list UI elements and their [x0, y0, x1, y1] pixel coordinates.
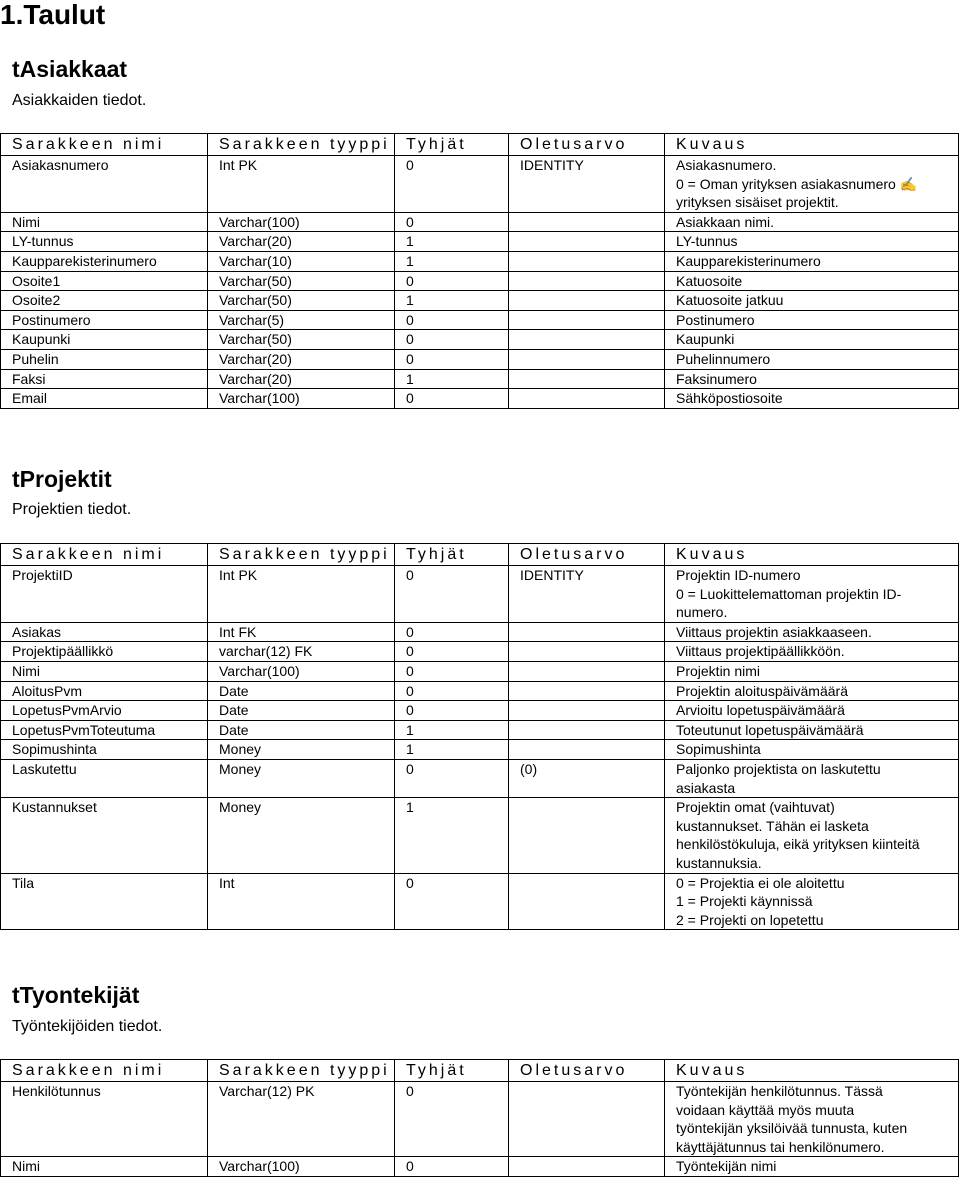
description-line: 0 = Projektia ei ole aloitettu — [676, 874, 845, 891]
cell-default — [509, 701, 665, 721]
cell-column-name: Osoite2 — [1, 291, 208, 311]
cell-default — [509, 369, 665, 389]
cell-column-type: Int PK — [208, 156, 395, 213]
cell-column-type: Money — [208, 759, 395, 797]
cell-nullable: 0 — [395, 701, 509, 721]
cell-column-type: Varchar(50) — [208, 291, 395, 311]
cell-default — [509, 251, 665, 271]
cell-column-name: Email — [1, 389, 208, 409]
description-line: asiakasta — [676, 779, 736, 796]
cell-nullable: 0 — [395, 330, 509, 350]
description-line: 0 = Oman yrityksen asiakasnumero ✍ — [676, 175, 918, 192]
cell-column-type: Date — [208, 681, 395, 701]
cell-column-name: ProjektiID — [1, 566, 208, 623]
description-line: Postinumero — [676, 311, 755, 328]
section-title-tasiakkaat: tAsiakkaat — [12, 56, 128, 82]
cell-description — [665, 291, 959, 311]
cell-column-name: Postinumero — [1, 310, 208, 330]
cell-nullable: 1 — [395, 251, 509, 271]
cell-default — [509, 798, 665, 873]
cell-column-name: AloitusPvm — [1, 681, 208, 701]
cell-description — [665, 701, 959, 721]
cell-column-name: Nimi — [1, 212, 208, 232]
cell-column-name: Kustannukset — [1, 798, 208, 873]
cell-default — [509, 622, 665, 642]
cell-nullable: 0 — [395, 681, 509, 701]
cell-column-name: Laskutettu — [1, 759, 208, 797]
description-line: kustannuksia. — [676, 854, 762, 871]
cell-default: IDENTITY — [509, 566, 665, 623]
section-title-tprojektit: tProjektit — [12, 466, 112, 492]
cell-default — [509, 740, 665, 760]
cell-nullable: 0 — [395, 873, 509, 930]
cell-column-name: Faksi — [1, 369, 208, 389]
cell-nullable: 1 — [395, 720, 509, 740]
section-description-tasiakkaat: Asiakkaiden tiedot. — [12, 92, 147, 109]
cell-nullable: 0 — [395, 759, 509, 797]
cell-description — [665, 271, 959, 291]
cell-column-type: Varchar(50) — [208, 271, 395, 291]
cell-column-name: Projektipäällikkö — [1, 642, 208, 662]
cell-description — [665, 759, 959, 797]
cell-default — [509, 271, 665, 291]
section-description-tprojektit: Projektien tiedot. — [12, 501, 132, 518]
description-line: voidaan käyttää myös muuta — [676, 1101, 855, 1118]
header-description: Kuvaus — [665, 544, 959, 566]
cell-column-name: LY-tunnus — [1, 232, 208, 252]
table-row — [1, 1082, 959, 1157]
section-title-ttyontekijat: tTyontekijät — [12, 982, 140, 1008]
cell-column-type: Date — [208, 701, 395, 721]
cell-nullable: 1 — [395, 232, 509, 252]
header-column-type: Sarakkeen tyyppi — [208, 544, 395, 566]
cell-default — [509, 291, 665, 311]
cell-column-name: Puhelin — [1, 349, 208, 369]
cell-nullable: 1 — [395, 740, 509, 760]
cell-column-type: Varchar(12) PK — [208, 1082, 395, 1157]
cell-column-type: Int FK — [208, 622, 395, 642]
table-row — [1, 798, 959, 873]
table-row — [1, 212, 959, 232]
cell-column-name: Kaupparekisterinumero — [1, 251, 208, 271]
cell-default — [509, 642, 665, 662]
cell-nullable: 0 — [395, 642, 509, 662]
section-description-ttyontekijat: Työntekijöiden tiedot. — [12, 1018, 163, 1035]
cell-column-type: Int — [208, 873, 395, 930]
description-line: Asiakkaan nimi. — [676, 213, 775, 230]
cell-nullable: 0 — [395, 661, 509, 681]
cell-default — [509, 310, 665, 330]
cell-default — [509, 661, 665, 681]
cell-default — [509, 389, 665, 409]
table-row — [1, 251, 959, 271]
header-default: Oletusarvo — [509, 1060, 665, 1082]
description-line: Asiakasnumero. — [676, 157, 777, 173]
cell-nullable: 1 — [395, 798, 509, 873]
document-title: 1.Taulut — [0, 0, 106, 30]
table-row — [1, 291, 959, 311]
cell-description — [665, 622, 959, 642]
description-line: Faksinumero — [676, 370, 757, 387]
table-row — [1, 330, 959, 350]
cell-description — [665, 1082, 959, 1157]
cell-description — [665, 251, 959, 271]
cell-description — [665, 349, 959, 369]
description-line: 0 = Luokittelemattoman projektin ID- — [676, 585, 902, 602]
description-line: kustannukset. Tähän ei lasketa — [676, 817, 869, 834]
header-description: Kuvaus — [665, 134, 959, 156]
table-row — [1, 271, 959, 291]
cell-description — [665, 330, 959, 350]
cell-column-type: Varchar(20) — [208, 369, 395, 389]
cell-nullable: 0 — [395, 1082, 509, 1157]
table-header-row — [1, 1060, 959, 1082]
description-line: Viittaus projektipäällikköön. — [676, 643, 845, 660]
cell-nullable: 1 — [395, 369, 509, 389]
cell-description — [665, 720, 959, 740]
table-row — [1, 622, 959, 642]
cell-description — [665, 661, 959, 681]
table-row — [1, 701, 959, 721]
table-row — [1, 349, 959, 369]
description-line: käyttäjätunnus tai henkilönumero. — [676, 1138, 885, 1155]
header-default: Oletusarvo — [509, 544, 665, 566]
cell-column-name: Sopimushinta — [1, 740, 208, 760]
cell-column-name: Henkilötunnus — [1, 1082, 208, 1157]
cell-nullable: 0 — [395, 566, 509, 623]
table-row — [1, 740, 959, 760]
description-line: Projektin aloituspäivämäärä — [676, 682, 848, 699]
cell-description — [665, 798, 959, 873]
table-row — [1, 642, 959, 662]
cell-column-type: Varchar(100) — [208, 661, 395, 681]
cell-default — [509, 212, 665, 232]
cell-column-type: varchar(12) FK — [208, 642, 395, 662]
description-line: Viittaus projektin asiakkaaseen. — [676, 623, 872, 640]
cell-nullable: 0 — [395, 310, 509, 330]
table-header-row — [1, 134, 959, 156]
table-row — [1, 389, 959, 409]
header-column-name: Sarakkeen nimi — [1, 1060, 208, 1082]
cell-description — [665, 642, 959, 662]
cell-column-type: Money — [208, 798, 395, 873]
cell-description — [665, 566, 959, 623]
cell-column-name: Kaupunki — [1, 330, 208, 350]
cell-column-type: Date — [208, 720, 395, 740]
table-tasiakkaat — [0, 133, 959, 409]
table-row — [1, 681, 959, 701]
header-column-type: Sarakkeen tyyppi — [208, 134, 395, 156]
cell-default — [509, 1157, 665, 1177]
description-line: Kaupunki — [676, 331, 735, 348]
table-row — [1, 1157, 959, 1177]
description-line: Puhelinnumero — [676, 350, 771, 367]
cell-default — [509, 349, 665, 369]
cell-column-name: LopetusPvmArvio — [1, 701, 208, 721]
cell-description — [665, 232, 959, 252]
header-column-name: Sarakkeen nimi — [1, 134, 208, 156]
header-column-name: Sarakkeen nimi — [1, 544, 208, 566]
table-row — [1, 720, 959, 740]
cell-description — [665, 1157, 959, 1177]
cell-default — [509, 681, 665, 701]
header-nullable: Tyhjät — [395, 544, 509, 566]
description-line: Arvioitu lopetuspäivämäärä — [676, 702, 845, 719]
table-ttyontekijat — [0, 1059, 959, 1177]
table-row — [1, 232, 959, 252]
header-nullable: Tyhjät — [395, 1060, 509, 1082]
cell-nullable: 0 — [395, 212, 509, 232]
cell-default: (0) — [509, 759, 665, 797]
description-line: Katuosoite jatkuu — [676, 292, 784, 309]
header-description: Kuvaus — [665, 1060, 959, 1082]
cell-column-type: Int PK — [208, 566, 395, 623]
cell-column-type: Varchar(5) — [208, 310, 395, 330]
description-line: Sopimushinta — [676, 741, 761, 758]
cell-column-type: Money — [208, 740, 395, 760]
cell-default: IDENTITY — [509, 156, 665, 213]
cell-default — [509, 232, 665, 252]
cell-description — [665, 369, 959, 389]
description-line: Paljonko projektista on laskutettu — [676, 760, 881, 777]
table-row — [1, 156, 959, 213]
cell-column-name: Tila — [1, 873, 208, 930]
cell-column-name: Asiakasnumero — [1, 156, 208, 213]
description-line: Toteutunut lopetuspäivämäärä — [676, 721, 864, 738]
cell-column-type: Varchar(100) — [208, 1157, 395, 1177]
description-line: Katuosoite — [676, 272, 743, 289]
header-column-type: Sarakkeen tyyppi — [208, 1060, 395, 1082]
cell-column-name: Nimi — [1, 1157, 208, 1177]
description-line: työntekijän yksilöivää tunnusta, kuten — [676, 1120, 908, 1137]
cell-description — [665, 873, 959, 930]
description-line: 1 = Projekti käynnissä — [676, 893, 813, 910]
description-line: Työntekijän henkilötunnus. Tässä — [676, 1083, 883, 1099]
cell-column-name: Osoite1 — [1, 271, 208, 291]
cell-description — [665, 212, 959, 232]
description-line: Kaupparekisterinumero — [676, 252, 821, 269]
cell-nullable: 1 — [395, 291, 509, 311]
cell-default — [509, 330, 665, 350]
cell-column-type: Varchar(100) — [208, 212, 395, 232]
cell-column-name: Asiakas — [1, 622, 208, 642]
cell-column-type: Varchar(10) — [208, 251, 395, 271]
cell-description — [665, 389, 959, 409]
description-line: Projektin omat (vaihtuvat) — [676, 799, 835, 816]
cell-nullable: 0 — [395, 389, 509, 409]
cell-nullable: 0 — [395, 622, 509, 642]
cell-column-type: Varchar(100) — [208, 389, 395, 409]
cell-column-type: Varchar(50) — [208, 330, 395, 350]
table-row — [1, 369, 959, 389]
description-line: numero. — [676, 604, 728, 621]
table-row — [1, 661, 959, 681]
cell-column-type: Varchar(20) — [208, 232, 395, 252]
description-line: henkilöstökuluja, eikä yrityksen kiinteitä — [676, 836, 920, 853]
cell-description — [665, 310, 959, 330]
header-default: Oletusarvo — [509, 134, 665, 156]
description-line: LY-tunnus — [676, 233, 738, 250]
table-row — [1, 310, 959, 330]
table-header-row — [1, 544, 959, 566]
description-line: yrityksen sisäiset projektit. — [676, 194, 839, 211]
cell-default — [509, 1082, 665, 1157]
cell-description — [665, 156, 959, 213]
cell-default — [509, 873, 665, 930]
description-line: 2 = Projekti on lopetettu — [676, 911, 824, 928]
table-row — [1, 873, 959, 930]
cell-column-name: Nimi — [1, 661, 208, 681]
table-row — [1, 566, 959, 623]
header-nullable: Tyhjät — [395, 134, 509, 156]
cell-default — [509, 720, 665, 740]
cell-column-type: Varchar(20) — [208, 349, 395, 369]
description-line: Sähköpostiosoite — [676, 390, 783, 407]
table-row — [1, 759, 959, 797]
cell-nullable: 0 — [395, 156, 509, 213]
cell-description — [665, 681, 959, 701]
description-line: Projektin ID-numero — [676, 567, 801, 583]
cell-nullable: 0 — [395, 271, 509, 291]
cell-nullable: 0 — [395, 1157, 509, 1177]
description-line: Työntekijän nimi — [676, 1158, 777, 1175]
table-tprojektit — [0, 543, 959, 930]
cell-description — [665, 740, 959, 760]
description-line: Projektin nimi — [676, 662, 761, 679]
cell-nullable: 0 — [395, 349, 509, 369]
cell-column-name: LopetusPvmToteutuma — [1, 720, 208, 740]
